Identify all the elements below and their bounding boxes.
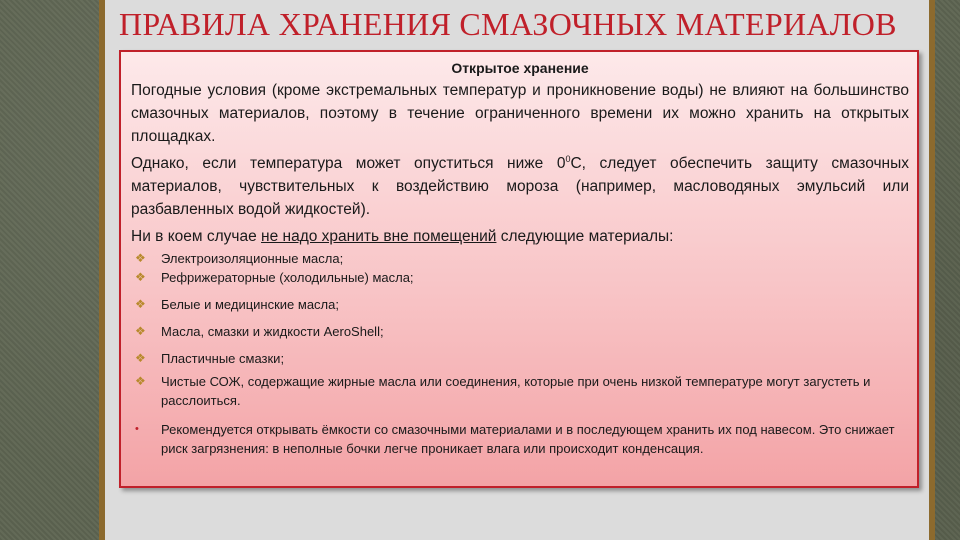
diamond-bullet-icon: ❖ [135, 351, 146, 366]
slide [99, 0, 935, 540]
slide-title: ПРАВИЛА ХРАНЕНИЯ СМАЗОЧНЫХ МАТЕРИАЛОВ [119, 6, 897, 42]
section-heading: Открытое хранение [451, 60, 589, 76]
list-item: ❖ Пластичные смазки; [135, 351, 285, 367]
list-item: ❖ Чистые СОЖ, содержащие жирные масла или соединения, которые при очень низкой температуре могут загустеть и расслоиться. [135, 374, 871, 409]
materials-list [131, 249, 909, 410]
diamond-bullet-icon: ❖ [135, 374, 146, 389]
diamond-bullet-icon: ❖ [135, 251, 146, 266]
diamond-bullet-icon: ❖ [135, 297, 146, 312]
underlined-phrase: не надо хранить вне помещений [261, 228, 497, 246]
list-item: ❖ Электроизоляционные масла; [135, 251, 344, 267]
list-item: ❖ Рефрижераторные (холодильные) масла; [135, 270, 414, 286]
list-item: ❖ Белые и медицинские масла; [135, 297, 339, 313]
paragraph-frost: Однако, если температура может опуститься ниже $0^0С$, следует обеспечить защиту смазочных материалов, чувствительных к воздействию мороза (например, масловодяных эмульсий или разбавленных водой жидкостей). [131, 154, 910, 219]
diamond-bullet-icon: ❖ [135, 270, 146, 285]
round-bullet-icon: • [135, 423, 139, 436]
paragraph-intro: Ни в коем случае не надо хранить вне помещений следующие материалы: [131, 228, 674, 246]
recommendation-note: • Рекомендуется открывать ёмкости со смазочными материалами и в последующем хранить их под навесом. Это снижает риск загрязнения: в неполные бочки легче проникает влага или происходит конденсация. [135, 422, 895, 457]
list-item: ❖ Масла, смазки и жидкости AeroShell; [135, 324, 384, 340]
temperature-sup: 0 [565, 154, 571, 164]
content-box [119, 50, 919, 488]
diamond-bullet-icon: ❖ [135, 324, 146, 339]
paragraph-weather: Погодные условия (кроме экстремальных температур и проникновение воды) не влияют на большинство смазочных материалов, поэтому в течение ограниченного времени их можно хранить на открытых площадках. [131, 82, 909, 145]
